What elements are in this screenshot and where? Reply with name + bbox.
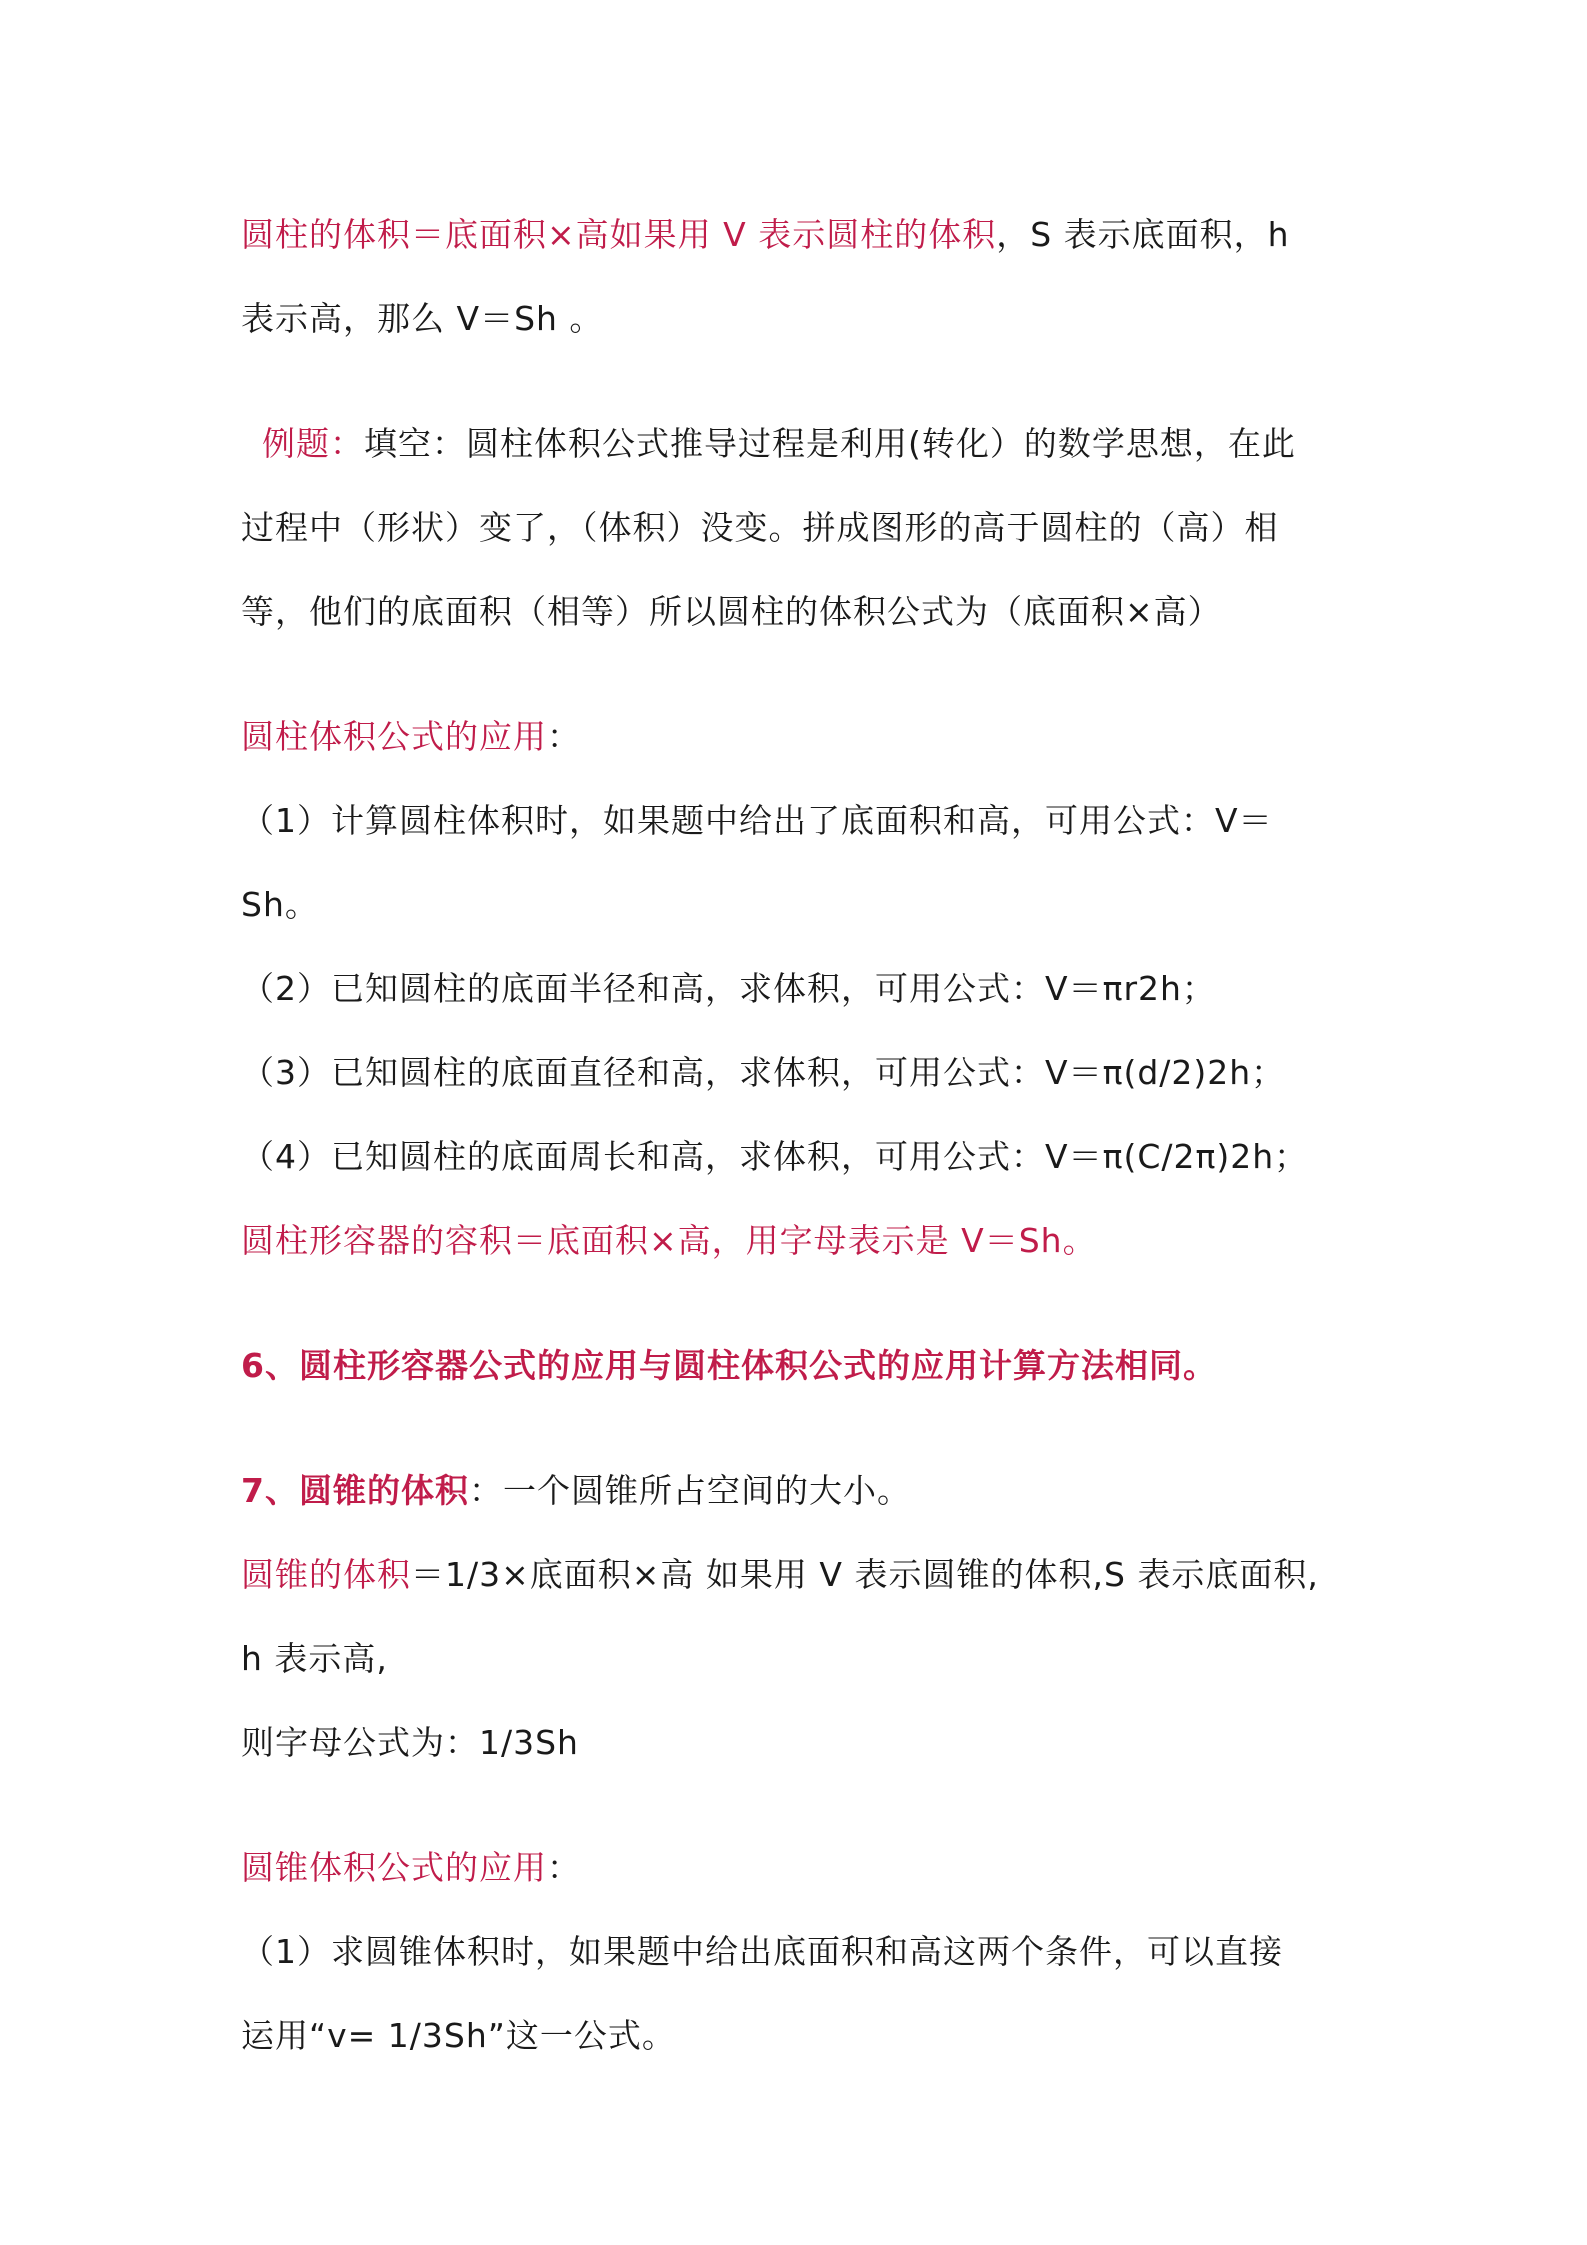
application-item-3: （3）已知圆柱的底面直径和高，求体积，可用公式：V＝π(d/2)2h； [241,1053,1286,1092]
cone-application-item-1-continued: 运用“v= 1/3Sh”这一公式。 [241,2016,676,2055]
cylinder-container-capacity-line: 圆柱形容器的容积＝底面积×高，用字母表示是 V＝Sh。 [241,1221,1097,1260]
cylinder-volume-letter-formula-line: 表示高，那么 V＝Sh 。 [241,299,604,338]
section-6-heading: 6、圆柱形容器公式的应用与圆柱体积公式的应用计算方法相同。 [241,1346,1217,1385]
cone-volume-label: 圆锥的体积 [241,1555,411,1594]
application-item-2: （2）已知圆柱的底面半径和高，求体积，可用公式：V＝πr2h； [241,969,1216,1008]
cone-volume-definition-line [241,1553,1319,1597]
cone-volume-definition-text: ＝1/3×底面积×高 如果用 V 表示圆锥的体积,S 表示底面积, [411,1555,1319,1594]
application-item-4: （4）已知圆柱的底面周长和高，求体积，可用公式：V＝π(C/2π)2h； [241,1137,1309,1176]
cylinder-volume-formula-text: 圆柱的体积＝底面积×高如果用 V 表示圆柱的体积 [241,215,997,254]
example-label: 例题： [262,424,364,463]
example-question-line-2: 过程中（形状）变了，（体积）没变。拼成图形的高于圆柱的（高）相 [241,508,1279,547]
example-question-text: 填空：圆柱体积公式推导过程是利用(转化）的数学思想，在此 [364,424,1296,463]
cone-application-item-1: （1）求圆锥体积时，如果题中给出底面积和高这两个条件，可以直接 [241,1932,1283,1971]
cylinder-application-colon: ： [547,717,581,756]
application-item-1-continued: Sh。 [241,885,319,924]
section-7-heading [241,1469,911,1513]
cone-application-colon: ： [547,1848,581,1887]
cylinder-volume-definition-line [241,213,1290,257]
cylinder-application-title: 圆柱体积公式的应用 [241,717,547,756]
section-7-title: 7、圆锥的体积 [241,1471,469,1510]
cylinder-volume-definition-text: ，S 表示底面积，h [996,215,1290,254]
example-question-line [262,422,1296,466]
application-item-1: （1）计算圆柱体积时，如果题中给出了底面积和高，可用公式：V＝ [241,801,1273,840]
cone-volume-definition-line-2: h 表示高, [241,1639,388,1678]
cone-volume-letter-formula-line: 则字母公式为：1/3Sh [241,1723,579,1762]
cylinder-formula-application-heading [241,715,581,759]
cone-formula-application-heading [241,1846,581,1890]
cone-application-title: 圆锥体积公式的应用 [241,1848,547,1887]
section-7-definition: ：一个圆锥所占空间的大小。 [468,1471,911,1510]
example-question-line-3: 等，他们的底面积（相等）所以圆柱的体积公式为（底面积×高） [241,592,1222,631]
